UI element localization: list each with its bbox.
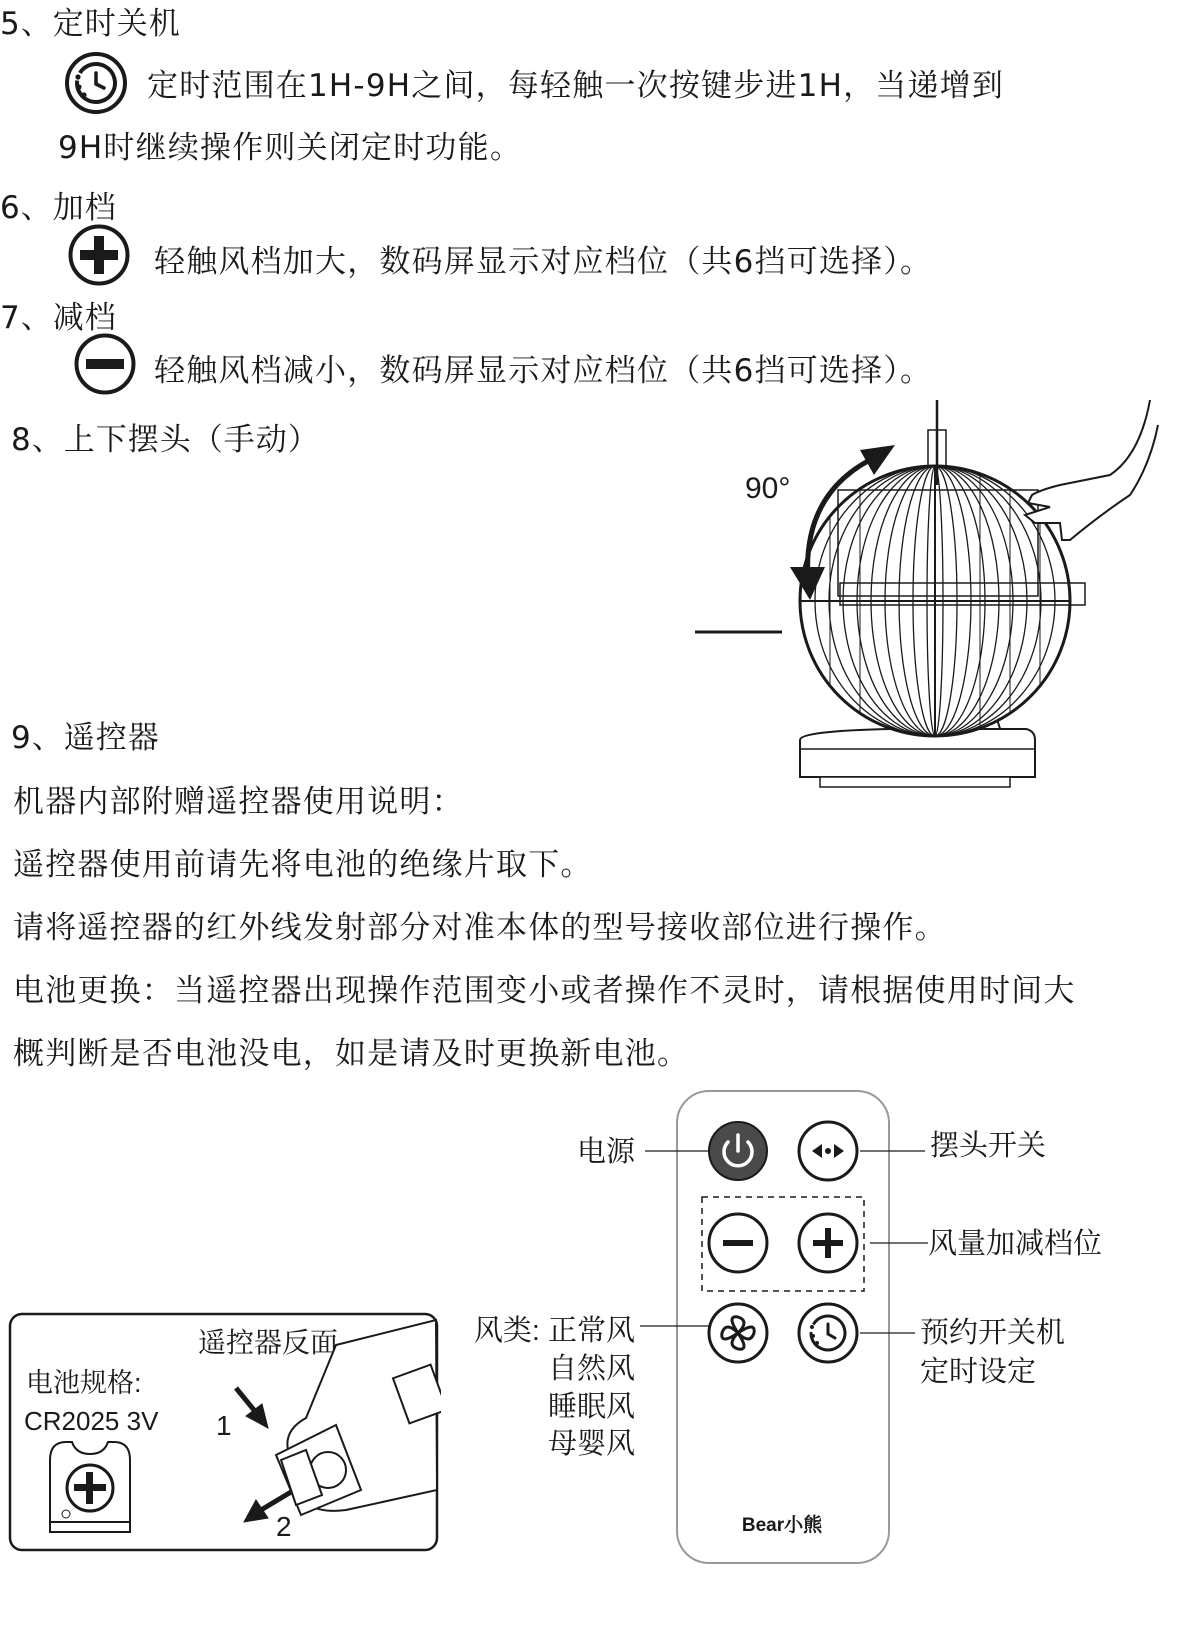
remote-line-3: 请将遥控器的红外线发射部分对准本体的型号接收部位进行操作。 (13, 910, 947, 946)
remote-line-2: 遥控器使用前请先将电池的绝缘片取下。 (13, 847, 593, 883)
mode-option-baby: 母婴风 (547, 1428, 635, 1460)
tilt-heading: 8、上下摆头（手动） (11, 422, 320, 458)
speed-label: 风量加减档位 (928, 1228, 1103, 1260)
remote-timer-button[interactable] (799, 1304, 857, 1362)
timer-button-icon (64, 51, 128, 115)
remote-minus-button[interactable] (709, 1214, 767, 1272)
timer-label-2: 定时设定 (920, 1356, 1037, 1388)
remote-swing-button[interactable] (799, 1122, 857, 1180)
mode-option-natural: 自然风 (547, 1353, 635, 1385)
speed-up-heading: 6、加档 (0, 190, 117, 226)
tilt-angle-label: 90° (745, 472, 791, 505)
timer-heading: 5、定时关机 (0, 6, 181, 42)
remote-line-4: 电池更换：当遥控器出现操作范围变小或者操作不灵时，请根据使用时间大 (13, 973, 1076, 1009)
brand-logo: Bear小熊 (741, 1515, 823, 1536)
remote-heading: 9、遥控器 (11, 720, 160, 756)
minus-button-icon (74, 333, 136, 395)
speed-down-heading: 7、减档 (0, 300, 117, 336)
mode-label: 风类: 正常风 (473, 1315, 635, 1347)
battery-box-title: 遥控器反面 (198, 1327, 339, 1358)
plus-button-icon (68, 224, 130, 286)
swing-label: 摆头开关 (930, 1130, 1047, 1162)
power-label: 电源 (576, 1136, 635, 1168)
battery-spec-label: 电池规格: (26, 1368, 142, 1398)
remote-mode-button[interactable] (709, 1304, 767, 1362)
remote-line-1: 机器内部附赠遥控器使用说明： (13, 784, 464, 820)
battery-step-2: 2 (276, 1511, 292, 1542)
mode-option-sleep: 睡眠风 (547, 1391, 635, 1423)
battery-step-1: 1 (216, 1410, 232, 1441)
timer-desc-line1: 定时范围在1H-9H之间，每轻触一次按键步进1H，当递增到 (147, 68, 1005, 104)
remote-plus-button[interactable] (799, 1214, 857, 1272)
battery-box (6, 1310, 441, 1555)
battery-holder-icon (50, 1442, 130, 1532)
remote-diagram (440, 1085, 1180, 1570)
remote-line-5: 概判断是否电池没电，如是请及时更换新电池。 (13, 1036, 690, 1072)
timer-label-1: 预约开关机 (920, 1317, 1066, 1349)
battery-spec-value: CR2025 3V (24, 1406, 159, 1436)
speed-down-desc: 轻触风档减小，数码屏显示对应档位（共6挡可选择）。 (154, 353, 933, 389)
timer-desc-line2: 9H时继续操作则关闭定时功能。 (58, 130, 523, 166)
speed-up-desc: 轻触风档加大，数码屏显示对应档位（共6挡可选择）。 (154, 244, 933, 280)
fan-tilt-illustration (690, 395, 1160, 800)
remote-power-button[interactable] (709, 1122, 767, 1180)
